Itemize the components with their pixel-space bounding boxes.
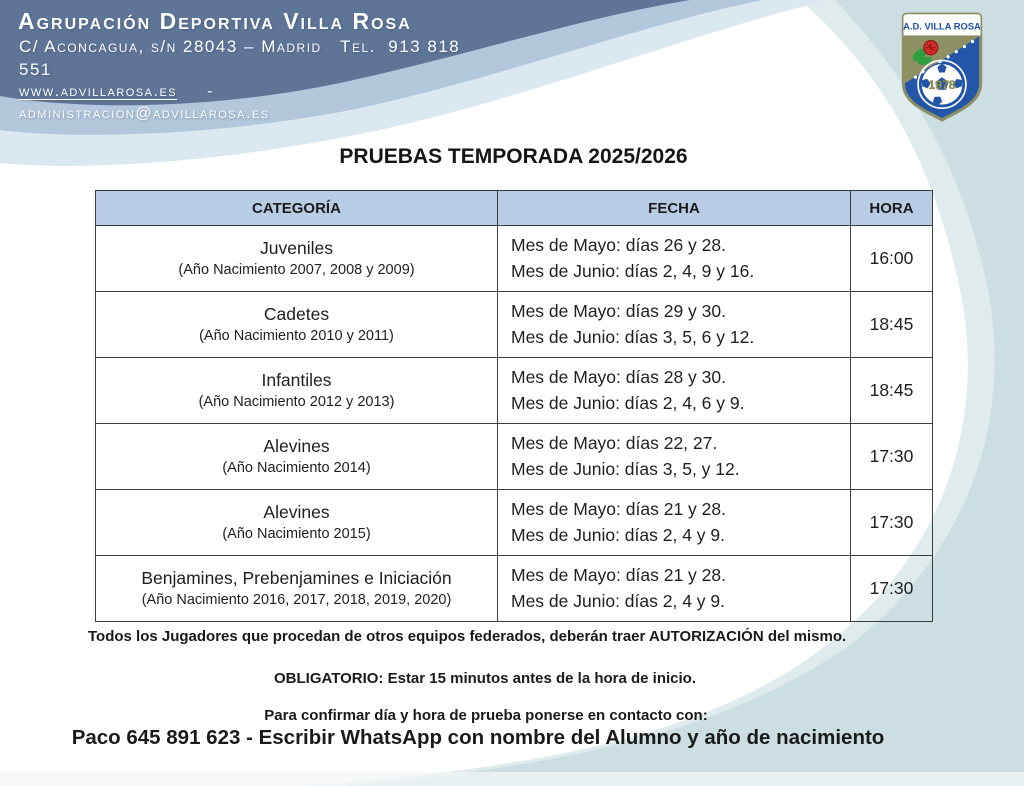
date-line: Mes de Junio: días 2, 4 y 9.: [511, 524, 726, 545]
date-line: Mes de Junio: días 3, 5, y 12.: [511, 458, 740, 479]
date-line: Mes de Mayo: días 28 y 30.: [511, 367, 726, 388]
note-obligatory: OBLIGATORIO: Estar 15 minutos antes de la hora de inicio.: [273, 670, 697, 687]
column-header-hora: HORA: [851, 191, 933, 226]
time-cell: 17:30: [851, 556, 933, 622]
date-line: Mes de Junio: días 2, 4, 6 y 9.: [511, 392, 745, 413]
category-name: Alevines: [263, 436, 330, 457]
category-birth-years: (Año Nacimiento 2010 y 2011): [199, 327, 394, 344]
category-cell: [96, 556, 498, 622]
logo-year-text: 1978: [928, 77, 956, 92]
time-cell: 18:45: [851, 358, 933, 424]
date-cell: [498, 358, 851, 424]
time-cell: 17:30: [851, 424, 933, 490]
date-line: Mes de Junio: días 2, 4, 9 y 16.: [511, 260, 755, 281]
category-cell: [96, 358, 498, 424]
website-link[interactable]: www.advillarosa.es: [19, 83, 178, 100]
date-line: Mes de Mayo: días 21 y 28.: [511, 499, 726, 520]
page-title: PRUEBAS TEMPORADA 2025/2026: [339, 145, 688, 168]
club-email: administracion@advillarosa.es: [19, 105, 270, 122]
table-header-row: [96, 191, 933, 226]
date-line: Mes de Junio: días 2, 4 y 9.: [511, 590, 726, 611]
tryouts-schedule-table: [95, 190, 933, 622]
date-cell: [498, 226, 851, 292]
category-name: Infantiles: [261, 370, 332, 391]
club-address-line1: C/ Aconcagua, s/n 28043 – Madrid Tel. 913 818: [19, 37, 461, 56]
date-cell: [498, 556, 851, 622]
date-line: Mes de Mayo: días 26 y 28.: [511, 235, 726, 256]
logo-club-short-text: A.D. VILLA ROSA: [903, 21, 981, 32]
club-crest-logo: [897, 9, 987, 123]
club-address-line2: 551: [19, 60, 52, 79]
table-row: [96, 358, 933, 424]
category-name: Juveniles: [260, 238, 333, 259]
club-links-row: [19, 83, 214, 101]
table-row: [96, 490, 933, 556]
note-contact-intro: Para confirmar día y hora de prueba ponerse en contacto con:: [264, 707, 708, 724]
table-row: [96, 556, 933, 622]
date-line: Mes de Mayo: días 21 y 28.: [511, 565, 726, 586]
column-header-fecha: FECHA: [498, 191, 851, 226]
date-cell: [498, 292, 851, 358]
category-cell: [96, 424, 498, 490]
category-name: Benjamines, Prebenjamines e Iniciación: [141, 568, 452, 589]
note-contact-detail: Paco 645 891 623 - Escribir WhatsApp con nombre del Alumno y año de nacimiento: [71, 726, 885, 749]
date-line: Mes de Junio: días 3, 5, 6 y 12.: [511, 326, 755, 347]
category-birth-years: (Año Nacimiento 2012 y 2013): [198, 393, 395, 410]
date-line: Mes de Mayo: días 22, 27.: [511, 433, 718, 454]
table-row: [96, 226, 933, 292]
column-header-categoria: CATEGORÍA: [96, 191, 498, 226]
category-cell: [96, 490, 498, 556]
category-birth-years: (Año Nacimiento 2015): [222, 525, 371, 542]
category-birth-years: (Año Nacimiento 2007, 2008 y 2009): [178, 261, 415, 278]
link-separator: -: [207, 83, 214, 100]
category-cell: [96, 226, 498, 292]
category-name: Alevines: [263, 502, 330, 523]
date-cell: [498, 490, 851, 556]
date-cell: [498, 424, 851, 490]
note-authorization: Todos los Jugadores que procedan de otros equipos federados, deberán traer AUTORIZACIÓN del mismo.: [88, 628, 847, 645]
category-cell: [96, 292, 498, 358]
club-name: Agrupación Deportiva Villa Rosa: [18, 8, 412, 34]
category-name: Cadetes: [263, 304, 330, 325]
time-cell: 18:45: [851, 292, 933, 358]
table-row: [96, 424, 933, 490]
time-cell: 16:00: [851, 226, 933, 292]
category-birth-years: (Año Nacimiento 2014): [222, 459, 371, 476]
time-cell: 17:30: [851, 490, 933, 556]
table-row: [96, 292, 933, 358]
category-birth-years: (Año Nacimiento 2016, 2017, 2018, 2019, 2020): [141, 591, 452, 608]
date-line: Mes de Mayo: días 29 y 30.: [511, 301, 726, 322]
